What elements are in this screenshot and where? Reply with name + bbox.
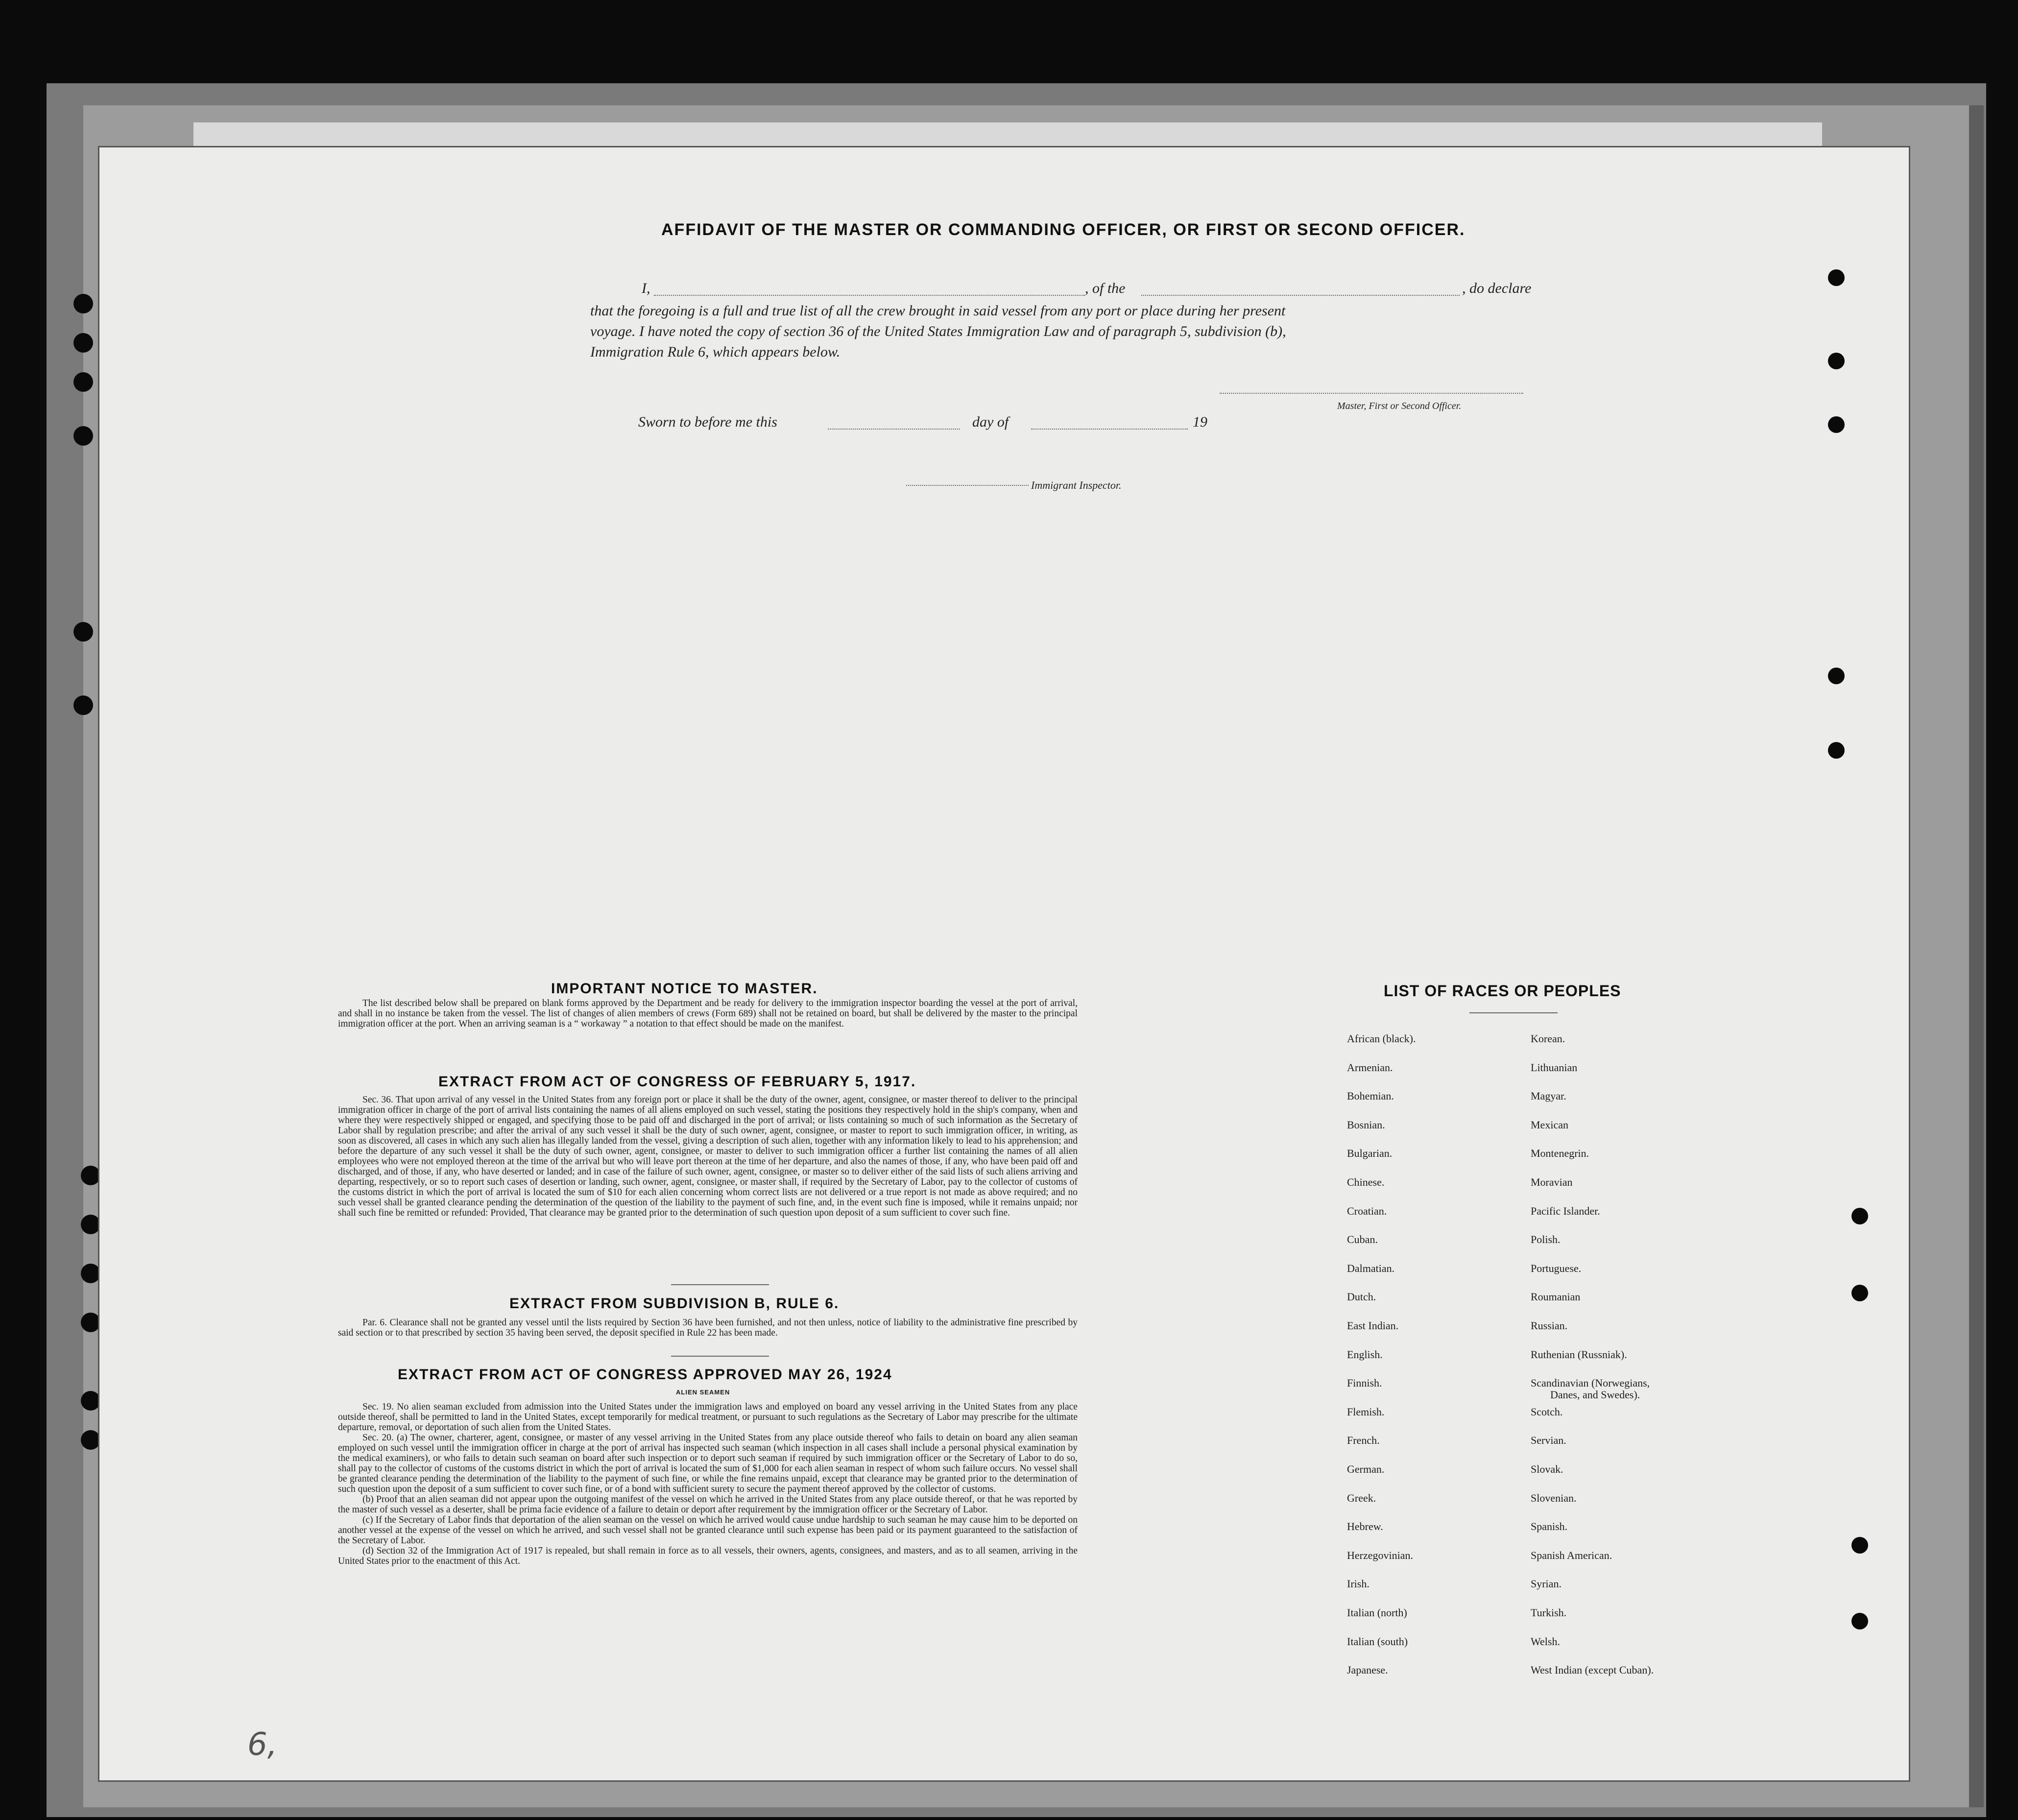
race-entry: Syrian. [1531,1578,1562,1590]
race-entry: English. [1347,1348,1383,1361]
sworn-day-blank[interactable] [828,429,960,430]
punch-hole [1828,668,1845,684]
race-entry: East Indian. [1347,1319,1399,1332]
declarant-label: I, [642,280,650,296]
notice-text: The list described below shall be prepared on blank forms approved by the Department and be ready for delivery to the immigration inspector boarding the vessel at the port of arrival, and shall in no instance be taken from the vessel. The list of changes of alien members of crews (Form 689) shall not be retained on board, but shall be delivered by the master to the principal immigration officer at the port. When an arriving seaman is a “ workaway ” a notation to that effect should be made on the manifest. [338,998,1078,1029]
section-divider [671,1284,769,1285]
binder-hole [73,695,93,715]
race-entry: Spanish American. [1531,1549,1612,1561]
inspector-signature-blank[interactable] [906,485,1029,486]
race-entry: Italian (south) [1347,1635,1408,1648]
binder-hole [81,1215,100,1234]
race-entry: Scotch. [1531,1405,1563,1418]
race-entry: Pacific Islander. [1531,1204,1600,1217]
extract-rule6-text: Par. 6. Clearance shall not be granted any vessel until the lists required by Section 36 have been furnished, and not then unless, notice of liability to the administrative fine prescribed by said section or to that prescribed by section 35 having been served, the deposit specified in Rule 22 has been made. [338,1317,1078,1338]
section-divider [671,1356,769,1357]
of-the-label: , of the [1085,280,1126,296]
race-entry: Mexican [1531,1118,1568,1131]
race-entry: Lithuanian [1531,1061,1578,1074]
punch-hole [1851,1285,1868,1301]
handwritten-page-number: 6, [247,1726,278,1763]
affidavit-title: AFFIDAVIT OF THE MASTER OR COMMANDING OFFICER, OR FIRST OR SECOND OFFICER. [661,220,1465,239]
punch-hole [1828,353,1845,369]
race-entry: Scandinavian (Norwegians, [1531,1377,1650,1389]
race-entry: Bohemian. [1347,1090,1394,1102]
race-entry: Slovenian. [1531,1491,1577,1504]
race-entry: Cuban. [1347,1233,1378,1246]
race-entry: Polish. [1531,1233,1561,1246]
race-entry: Croatian. [1347,1204,1387,1217]
master-signature-blank[interactable] [1220,393,1523,394]
extract-1924-paragraph: (c) If the Secretary of Labor finds that deportation of the alien seaman on the vessel on which he arrived would cause undue hardship to such seaman he may cause him to be deported on another vessel at the expense of the vessel on which he arrived, and such vessel shall not be granted clearance until such expense has been paid or its payment guaranteed to the satisfaction of the Secretary of Labor. [338,1515,1078,1546]
race-entry: German. [1347,1463,1385,1475]
extract-1917-title: EXTRACT FROM ACT OF CONGRESS OF FEBRUARY 5, 1917. [438,1074,916,1090]
race-entry: Bulgarian. [1347,1147,1393,1160]
race-entry: Slovak. [1531,1463,1563,1475]
affidavit-line: that the foregoing is a full and true list of all the crew brought in said vessel from any port or place during her present [590,303,1286,319]
race-entry: Herzegovinian. [1347,1549,1413,1561]
race-entry: French. [1347,1434,1380,1447]
race-entry: Spanish. [1531,1520,1568,1533]
race-entry: Korean. [1531,1032,1565,1045]
race-entry: Bosnian. [1347,1118,1385,1131]
sworn-label: Sworn to before me this [638,414,777,430]
race-entry: Greek. [1347,1491,1376,1504]
race-entry: Magyar. [1531,1090,1566,1102]
binder-hole [81,1166,100,1185]
race-entry: Servian. [1531,1434,1566,1447]
race-entry: Welsh. [1531,1635,1560,1648]
master-signature-label: Master, First or Second Officer. [1337,401,1462,411]
race-entry: African (black). [1347,1032,1416,1045]
race-entry: West Indian (except Cuban). [1531,1664,1654,1676]
punch-hole [1851,1613,1868,1629]
affidavit-line: voyage. I have noted the copy of section 36 of the United States Immigration Law and of paragraph 5, subdivision (b), [590,323,1286,339]
alien-seamen-subtitle: ALIEN SEAMEN [676,1389,730,1396]
extract-1924-paragraph: Sec. 19. No alien seaman excluded from admission into the United States under the immigration laws and employed on board any vessel arriving in the United States from any place outside thereof, shall be permitted to land in the United States, except temporarily for medical treatment, or pursuant to such regulations as the Secretary of Labor may prescribe for the ultimate departure, removal, or deportation of such alien from the United States. [338,1402,1078,1433]
extract-1924-paragraph: Sec. 20. (a) The owner, charterer, agent, consignee, or master of any vessel arriving in the United States from any place outside thereof who fails to detain on board any alien seaman employed on such vessel until the immigration officer in charge at the port of arrival has inspected such seaman (which inspection in all cases shall include a personal physical examination by the medical examiners), or who fails to detain such seaman on board after such inspection or to deport such seaman if required by such immigration officer or the Secretary of Labor to do so, shall pay to the collector of customs of the customs district in which the port of arrival is located the sum of $1,000 for each alien seaman in respect of whom such failure occurs. No vessel shall be granted clearance pending the determination of the liability to the payment of such fine, or while the fine remains unpaid, except that clearance may be granted prior to the determination of such question upon the deposit of a sum sufficient to cover such fine, or of a bond with sufficient surety to secure the payment thereof approved by the collector of customs. [338,1433,1078,1494]
extract-1924-body [338,1402,1078,1566]
binder-hole [81,1430,100,1450]
extract-1924-title: EXTRACT FROM ACT OF CONGRESS APPROVED MAY 26, 1924 [398,1366,892,1383]
race-entry-continuation: Danes, and Swedes). [1550,1389,1640,1401]
punch-hole [1828,416,1845,433]
race-entry: Dutch. [1347,1291,1376,1303]
race-entry: Montenegrin. [1531,1147,1589,1160]
binder-hole [81,1313,100,1332]
extract-1924-paragraph: (d) Section 32 of the Immigration Act of 1917 is repealed, but shall remain in force as to all vessels, their owners, agents, consignees, and masters, and as to all seamen, arriving in the United States prior to the enactment of this Act. [338,1546,1078,1566]
race-entry: Armenian. [1347,1061,1393,1074]
extract-rule6-title: EXTRACT FROM SUBDIVISION B, RULE 6. [509,1295,840,1312]
race-entry: Flemish. [1347,1405,1385,1418]
affidavit-line: Immigration Rule 6, which appears below. [590,344,841,360]
binder-hole [73,622,93,642]
race-entry: Italian (north) [1347,1606,1407,1619]
punch-hole [1851,1537,1868,1554]
race-entry: Finnish. [1347,1377,1382,1389]
binder-hole [81,1391,100,1411]
extract-1917-text: Sec. 36. That upon arrival of any vessel in the United States from any foreign port or place it shall be the duty of the owner, agent, consignee, or master thereof to deliver to the principal immigration officer in charge of the port of arrival lists containing the names of all aliens employed on such vessel, stating the positions they respectively hold in the ship's company, when and where they were respectively shipped or engaged, and specifying those to be paid off and discharged in the port of arrival; or lists containing so much of such information as the Secretary of Labor shall by regulation prescribe; and after the arrival of any such vessel it shall be the duty of such owner, agent, consignee, or master to report to such immigration officer, in writing, as soon as discovered, all cases in which any such alien has illegally landed from the vessel, giving a description of such alien, together with any information likely to lead to his apprehension; and before the departure of any such vessel it shall be the duty of such owner, agent, consignee, or master to deliver to such immigration officer a further list containing the names of all alien employees who were not employed thereon at the time of the arrival but who will leave port thereon at the time of her departure, and also the names of those, if any, who have been paid off and discharged, and of those, if any, who have deserted or landed; and in case of the failure of such owner, agent, consignee, or master so to deliver either of the said lists of such aliens arriving and departing, respectively, or so to report such cases of desertion or landing, such owner, agent, consignee, or master shall, if required by the Secretary of Labor, pay to the collector of customs of the customs district in which the port of arrival is located the sum of $10 for each alien concerning whom correct lists are not delivered or a true report is not made as above required; and no such vessel shall be granted clearance pending the determination of the question of the liability to the payment of such fine, and, in the event such fine is imposed, while it remains unpaid; nor shall such fine be remitted or refunded: Provided, That clearance may be granted prior to the determination of such question upon deposit of a sum sufficient to cover such fine. [338,1095,1078,1218]
race-entry: Russian. [1531,1319,1568,1332]
declarant-name-blank[interactable] [654,295,1085,296]
day-of-label: day of [972,414,1009,430]
races-title: LIST OF RACES OR PEOPLES [1384,982,1621,1000]
punch-hole [1851,1208,1868,1224]
binder-hole [73,294,93,313]
binder-hole [81,1264,100,1283]
race-entry: Turkish. [1531,1606,1567,1619]
race-entry: Dalmatian. [1347,1262,1395,1274]
race-entry: Japanese. [1347,1664,1388,1676]
punch-hole [1828,269,1845,286]
year-label: 19 [1193,414,1207,430]
race-entry: Irish. [1347,1578,1369,1590]
binder-hole [73,372,93,392]
race-entry: Hebrew. [1347,1520,1383,1533]
vessel-name-blank[interactable] [1141,295,1460,296]
notice-title: IMPORTANT NOTICE TO MASTER. [551,981,818,997]
extract-1924-paragraph: (b) Proof that an alien seaman did not appear upon the outgoing manifest of the vessel on which he arrived in the United States from any place outside thereof, or that he was reported by the master of such vessel as a deserter, shall be prima facie evidence of a failure to detain or deport after requirement by the immigration officer or the Secretary of Labor. [338,1494,1078,1515]
binder-hole [73,426,93,446]
race-entry: Chinese. [1347,1176,1385,1188]
sworn-month-blank[interactable] [1031,429,1188,430]
race-entry: Portuguese. [1531,1262,1582,1274]
race-entry: Ruthenian (Russniak). [1531,1348,1627,1361]
binder-hole [73,333,93,353]
race-entry: Roumanian [1531,1291,1581,1303]
declare-label: , do declare [1462,280,1532,296]
races-divider [1469,1012,1558,1013]
race-entry: Moravian [1531,1176,1573,1188]
inspector-label: Immigrant Inspector. [1031,479,1122,491]
punch-hole [1828,742,1845,759]
